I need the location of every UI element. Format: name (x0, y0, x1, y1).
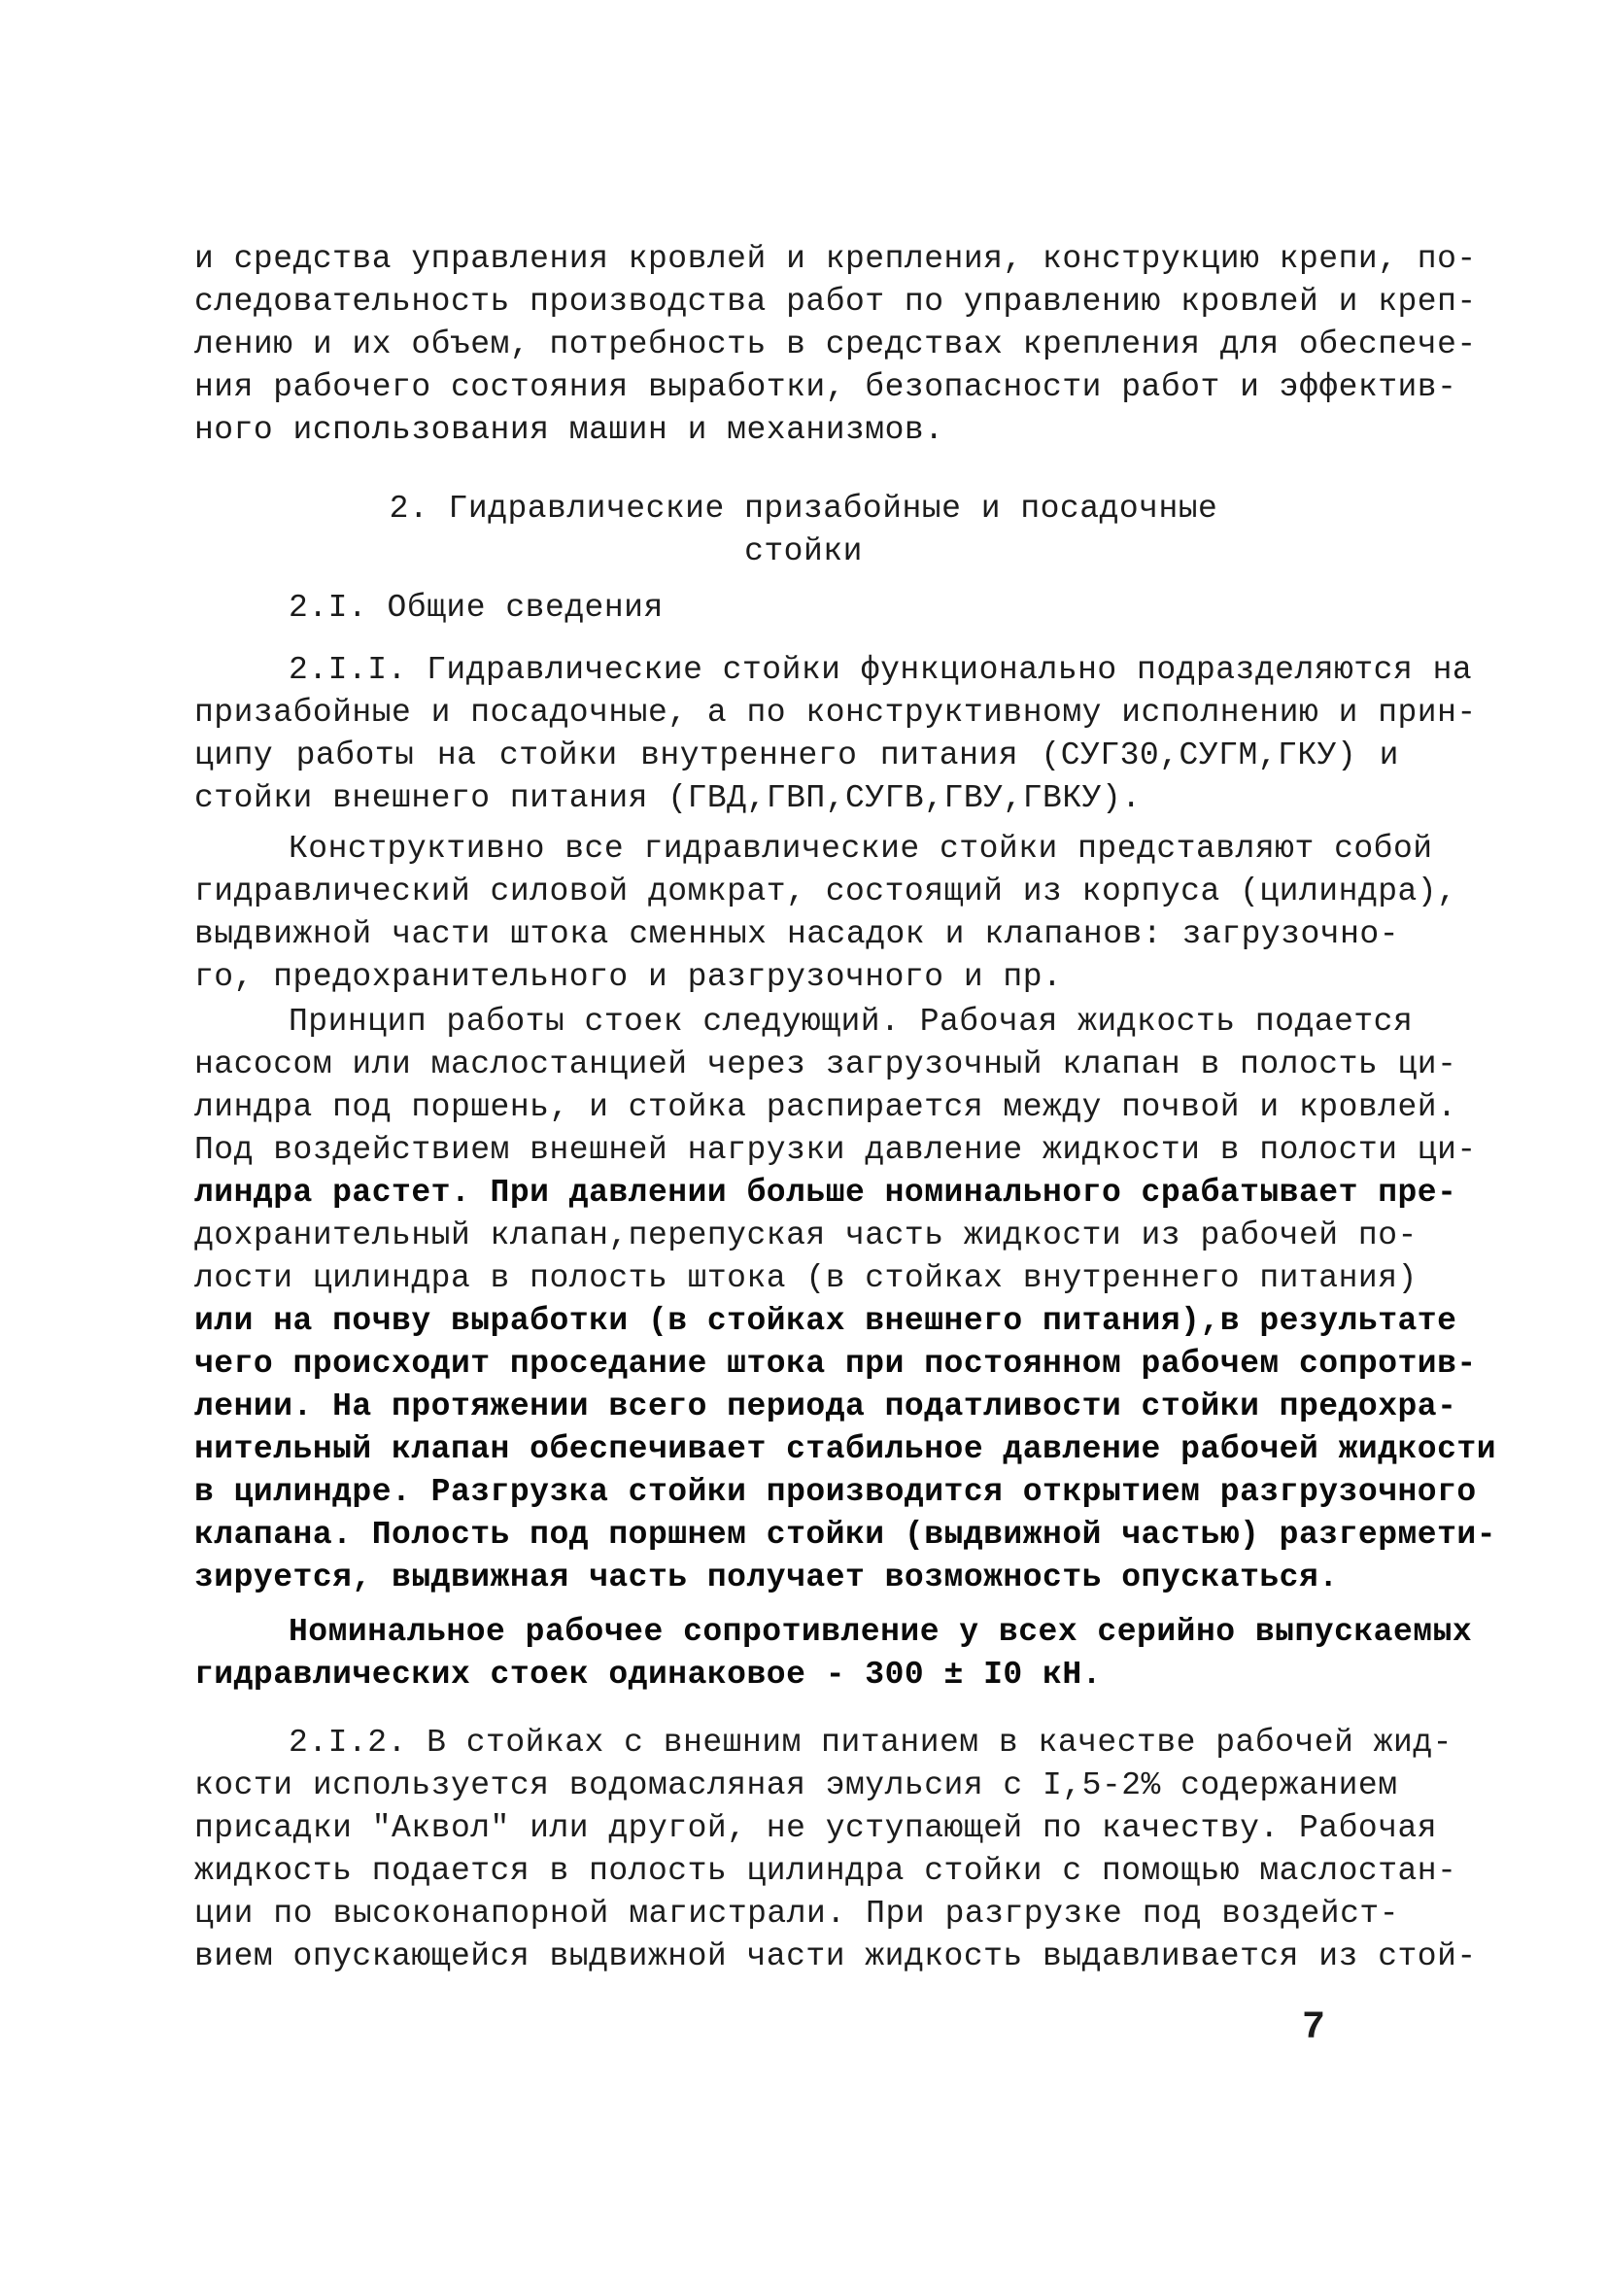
text-line: зируется, выдвижная часть получает возможность опускаться. (194, 1559, 1339, 1595)
text-line: лости цилиндра в полость штока (в стойках внутреннего питания) (194, 1260, 1418, 1296)
text-line: следовательность производства работ по управлению кровлей и креп- (194, 284, 1477, 320)
text-line: линдра растет. При давлении больше номинального срабатывает пре- (194, 1175, 1457, 1211)
text-line: стойки внешнего питания (ГВД,ГВП,СУГВ,ГВУ,ГВКУ). (194, 780, 1142, 816)
text-line: присадки "Аквол" или другой, не уступающей по качеству. Рабочая (194, 1810, 1438, 1846)
text-line: Под воздействием внешней нагрузки давление жидкости в полости ци- (194, 1132, 1477, 1168)
text-line: выдвижной части штока сменных насадок и клапанов: загрузочно- (194, 916, 1399, 952)
text-line: ципу работы на стойки внутреннего питания (СУГ30,СУГМ,ГКУ) и (194, 737, 1399, 773)
section-title: 2. Гидравлические призабойные и посадочные (389, 491, 1218, 527)
text-line: призабойные и посадочные, а по конструктивному исполнению и прин- (194, 695, 1477, 731)
subsection-title: 2.I. Общие сведения (289, 590, 664, 626)
text-line: гидравлических стоек одинаковое - 300 ± I0 кН. (194, 1657, 1102, 1693)
text-line: чего происходит проседание штока при постоянном рабочем сопротив- (194, 1346, 1477, 1382)
text-line: 2.I.I. Гидравлические стойки функционально подразделяются на (289, 652, 1473, 688)
text-line: ния рабочего состояния выработки, безопасности работ и эффектив- (194, 369, 1457, 405)
text-line: лению и их объем, потребность в средствах крепления для обеспече- (194, 326, 1477, 362)
text-line: или на почву выработки (в стойках внешнего питания),в результате (194, 1303, 1457, 1339)
text-line: лении. На протяжении всего периода податливости стойки предохра- (194, 1388, 1457, 1424)
text-line: линдра под поршень, и стойка распирается между почвой и кровлей. (194, 1089, 1457, 1125)
text-line: 2.I.2. В стойках с внешним питанием в качестве рабочей жид- (289, 1725, 1453, 1761)
text-line: жидкость подается в полость цилиндра стойки с помощью маслостан- (194, 1853, 1457, 1889)
text-line: и средства управления кровлей и крепления, конструкцию крепи, по- (194, 241, 1477, 277)
text-line: го, предохранительного и разгрузочного и пр. (194, 959, 1063, 995)
text-line: ного использования машин и механизмов. (194, 412, 944, 448)
text-line: в цилиндре. Разгрузка стойки производится открытием разгрузочного (194, 1474, 1477, 1510)
text-line: кости используется водомасляная эмульсия с I,5-2% содержанием (194, 1767, 1398, 1803)
page-number: 7 (1302, 2006, 1326, 2050)
text-line: Номинальное рабочее сопротивление у всех серийно выпускаемых (289, 1614, 1473, 1650)
text-line: гидравлический силовой домкрат, состоящий из корпуса (цилиндра), (194, 874, 1457, 909)
text-line: вием опускающейся выдвижной части жидкость выдавливается из стой- (194, 1938, 1477, 1974)
text-line: Принцип работы стоек следующий. Рабочая жидкость подается (289, 1004, 1414, 1040)
text-line: ции по высоконапорной магистрали. При разгрузке под воздейст- (194, 1896, 1399, 1932)
text-line: нительный клапан обеспечивает стабильное давление рабочей жидкости (194, 1431, 1497, 1467)
text-line: дохранительный клапан,перепуская часть жидкости из рабочей по- (194, 1217, 1418, 1253)
section-title-continued: стойки (744, 533, 863, 569)
text-line: Конструктивно все гидравлические стойки представляют собой (289, 831, 1433, 867)
text-line: клапана. Полость под поршнем стойки (выдвижной частью) разгермети- (194, 1517, 1497, 1553)
text-line: насосом или маслостанцией через загрузочный клапан в полость ци- (194, 1046, 1457, 1082)
